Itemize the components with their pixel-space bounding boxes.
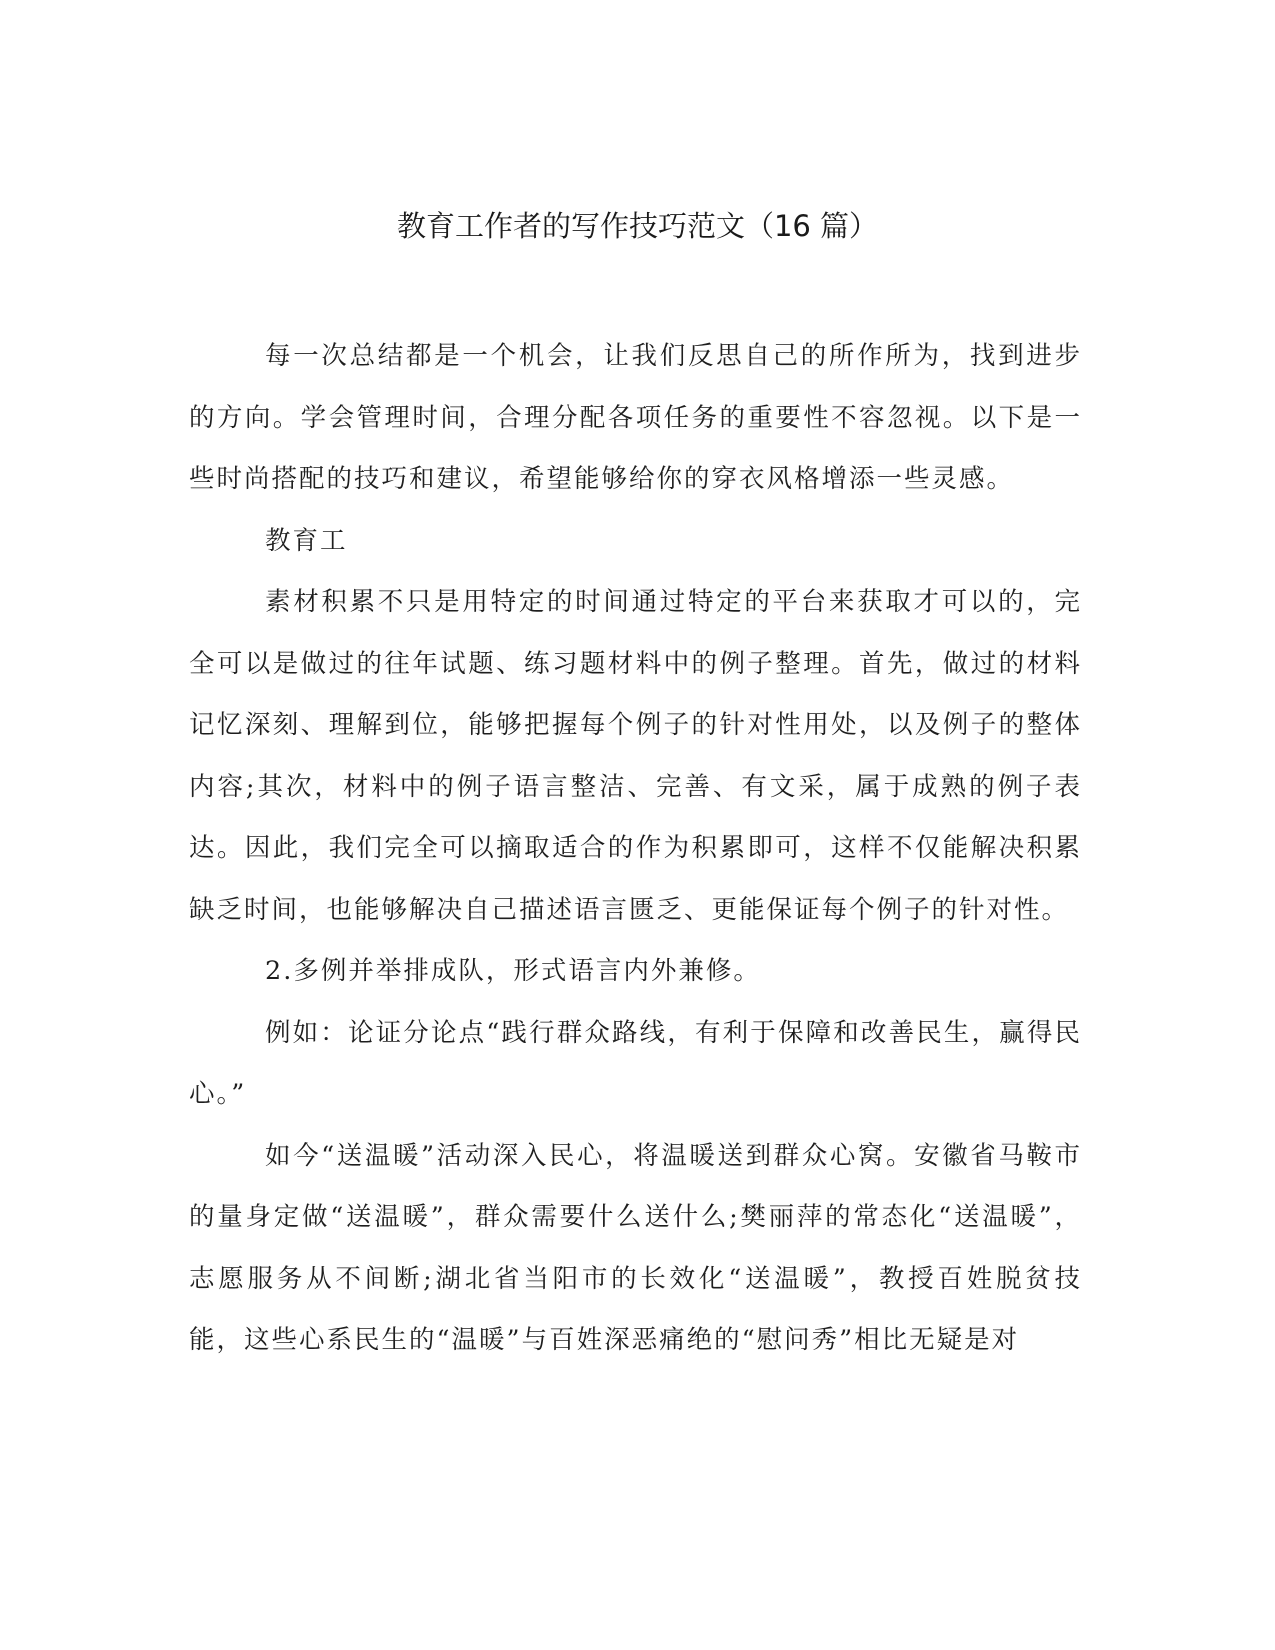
paragraph-example-intro: 例如：论证分论点“践行群众路线，有利于保障和改善民生，赢得民心。” xyxy=(189,1017,1082,1109)
paragraph-point-2: 2.多例并举排成队，形式语言内外兼修。 xyxy=(265,956,761,986)
paragraph-intro: 每一次总结都是一个机会，让我们反思自己的所作所为，找到进步的方向。学会管理时间，合理分配各项任务的重要性不容忽视。以下是一些时尚搭配的技巧和建议，希望能够给你的穿衣风格增添一些灵感。 xyxy=(189,341,1082,494)
paragraph-example-body: 如今“送温暖”活动深入民心，将温暖送到群众心窝。安徽省马鞍市的量身定做“送温暖”，群众需要什么送什么;樊丽萍的常态化“送温暖”，志愿服务从不间断;湖北省当阳市的长效化“送温暖”，教授百姓脱贫技能，这些心系民生的“温暖”与百姓深恶痛绝的“慰问秀”相比无疑是对 xyxy=(189,1140,1082,1355)
document-body xyxy=(189,326,1082,1372)
document-title: 教育工作者的写作技巧范文（16 篇） xyxy=(396,209,879,243)
paragraph-material-accumulation: 素材积累不只是用特定的时间通过特定的平台来获取才可以的，完全可以是做过的往年试题、练习题材料中的例子整理。首先，做过的材料记忆深刻、理解到位，能够把握每个例子的针对性用处，以及例子的整体内容;其次，材料中的例子语言整洁、完善、有文采，属于成熟的例子表达。因此，我们完全可以摘取适合的作为积累即可，这样不仅能解决积累缺乏时间，也能够解决自己描述语言匮乏、更能保证每个例子的针对性。 xyxy=(189,587,1082,925)
paragraph-heading-fragment: 教育工 xyxy=(265,525,348,556)
